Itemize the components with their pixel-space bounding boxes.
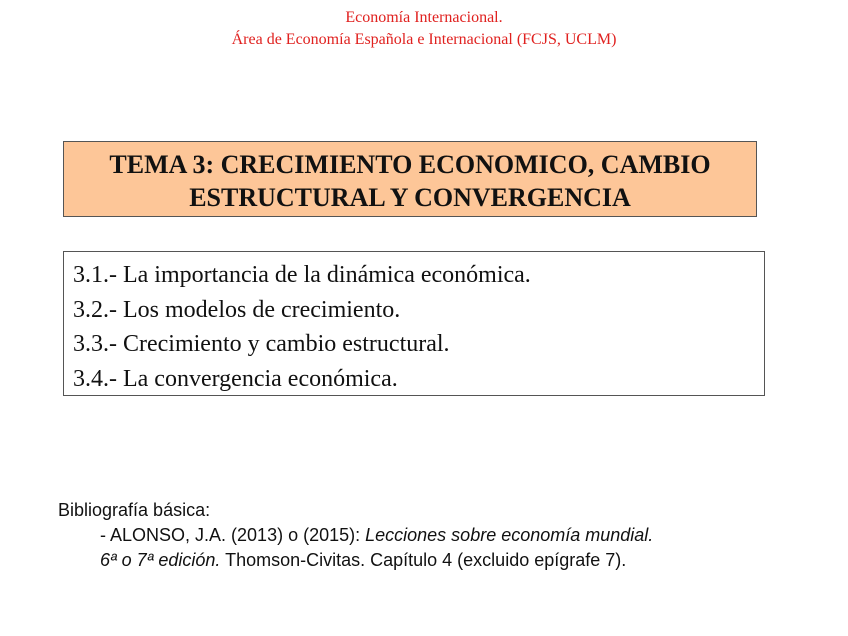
course-title: Economía Internacional. <box>345 9 503 26</box>
reference-publisher: Thomson-Civitas. Capítulo 4 (excluido epígrafe 7). <box>220 550 627 570</box>
contents-item: 3.2.- Los modelos de crecimiento. <box>73 296 401 323</box>
topic-title-box <box>63 141 757 217</box>
bibliography-heading: Bibliografía básica: <box>58 500 211 520</box>
bibliography-reference-cont <box>100 548 818 573</box>
reference-author: - ALONSO, J.A. (2013) o (2015): <box>100 525 366 545</box>
page-header <box>0 7 848 51</box>
bibliography-reference <box>100 523 818 548</box>
contents-box <box>63 251 765 396</box>
contents-item: 3.3.- Crecimiento y cambio estructural. <box>73 331 450 357</box>
topic-title-line-1: TEMA 3: CRECIMIENTO ECONOMICO, CAMBIO <box>109 150 711 179</box>
reference-edition: 6ª o 7ª edición. <box>100 550 221 570</box>
department-name: Área de Economía Española e Internacional (FCJS, UCLM) <box>231 31 617 48</box>
contents-item: 3.1.- La importancia de la dinámica económica. <box>73 262 531 288</box>
reference-book-title: Lecciones sobre economía mundial. <box>365 525 654 545</box>
bibliography-section <box>58 498 818 573</box>
topic-title-line-2: ESTRUCTURAL Y CONVERGENCIA <box>189 183 631 212</box>
contents-item: 3.4.- La convergencia económica. <box>73 365 398 392</box>
